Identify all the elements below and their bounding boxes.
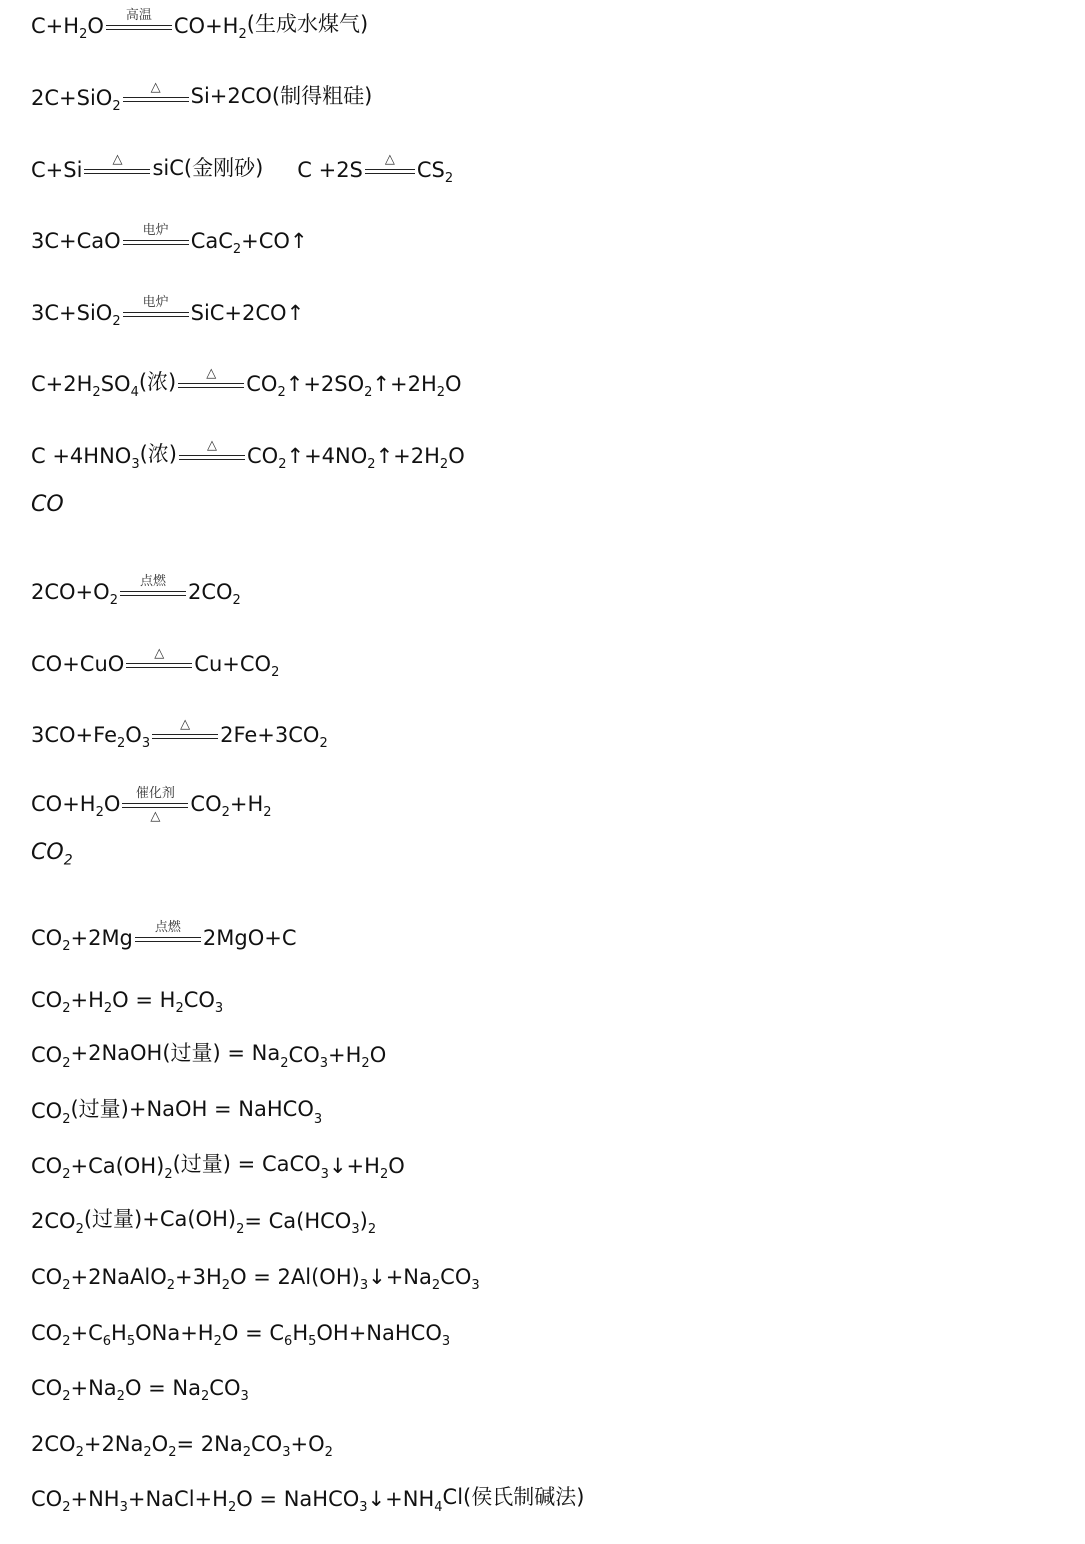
- equation-row: [31, 1420, 333, 1460]
- formula-text: 3C+SiO: [31, 301, 113, 325]
- reaction-condition: [126, 647, 192, 670]
- formula-text: C+H: [31, 14, 80, 38]
- subscript: 2: [175, 1001, 184, 1016]
- subscript: 2: [75, 1222, 84, 1237]
- subscript: 3: [282, 1445, 291, 1460]
- reaction-condition: [123, 224, 189, 247]
- subscript: 2: [324, 1445, 333, 1460]
- equation-row: [31, 1142, 405, 1182]
- subscript: 2: [62, 1001, 71, 1016]
- equation-row: [31, 568, 241, 608]
- equation-row: [31, 217, 308, 257]
- formula-text: 3C+CaO: [31, 229, 121, 253]
- formula-text: 2CO: [31, 1209, 76, 1233]
- formula-text: = 2Na: [176, 1432, 243, 1456]
- formula-text: +NaCl+H: [127, 1487, 228, 1511]
- subscript: 2: [221, 1278, 231, 1293]
- formula-text: = Ca(HCO: [244, 1209, 352, 1233]
- formula-text: C+2H: [31, 372, 93, 396]
- subscript: 2: [319, 736, 328, 751]
- subscript: 2: [277, 385, 286, 400]
- reaction-condition: [84, 153, 150, 176]
- subscript: 2: [103, 1001, 113, 1016]
- subscript: 2: [92, 385, 101, 400]
- subscript: 6: [284, 1334, 293, 1349]
- formula-text: +H: [229, 792, 264, 816]
- subscript: 2: [112, 314, 121, 329]
- reaction-condition: [179, 439, 245, 462]
- subscript: 2: [201, 1389, 210, 1404]
- formula-text: 2CO: [31, 1432, 76, 1456]
- subscript: 2: [236, 1222, 245, 1237]
- equation-row: [31, 1197, 377, 1237]
- subscript: 3: [351, 1222, 360, 1237]
- subscript: 2: [227, 1500, 237, 1515]
- reaction-condition: [123, 296, 189, 319]
- reaction-condition: [178, 367, 244, 390]
- equation-row: [31, 1309, 451, 1349]
- subscript: 4: [434, 1500, 443, 1515]
- double-line-sign: [84, 169, 150, 174]
- formula-text: O = 2Al(OH): [230, 1265, 360, 1289]
- condition-above: △: [206, 366, 217, 381]
- subscript: 3: [141, 736, 151, 751]
- equation-row: [31, 711, 328, 751]
- equation-row: [31, 1475, 585, 1515]
- formula-text: ↓+H: [328, 1154, 380, 1178]
- formula-text: (浓): [138, 370, 177, 394]
- equation-row: [31, 976, 224, 1016]
- double-line-sign: [179, 455, 245, 460]
- subscript: 3: [214, 1001, 224, 1016]
- formula-text: CO: [31, 1154, 63, 1178]
- formula-text: +CO↑: [241, 229, 308, 253]
- formula-text: C +4HNO: [31, 444, 132, 468]
- formula-text: 2Fe+3CO: [220, 723, 320, 747]
- condition-above: 高温: [125, 8, 152, 23]
- formula-text: 2CO+O: [31, 580, 110, 604]
- equation-row: [31, 2, 369, 42]
- equation-row: [31, 914, 297, 954]
- formula-text: 2C+SiO: [31, 86, 113, 110]
- subscript: 5: [308, 1334, 317, 1349]
- subscript: 3: [471, 1278, 480, 1293]
- condition-above: △: [154, 646, 165, 661]
- formula-text: C +2S: [297, 158, 363, 182]
- formula-text: O: [103, 792, 121, 816]
- condition-above: △: [180, 717, 191, 732]
- subscript: 4: [130, 385, 139, 400]
- subscript: 2: [62, 1056, 71, 1071]
- formula-text: (浓): [139, 442, 177, 466]
- formula-text: 2MgO+C: [202, 926, 297, 950]
- subscript: 5: [126, 1334, 136, 1349]
- subscript: 2: [439, 457, 449, 472]
- reaction-condition: [106, 9, 172, 32]
- formula-text: CO: [246, 372, 278, 396]
- reaction-condition: [122, 787, 188, 824]
- formula-text: O: [445, 372, 462, 396]
- subscript: 2: [62, 1167, 71, 1182]
- subscript: 2: [242, 1445, 251, 1460]
- formula-text: ONa+H: [135, 1321, 214, 1345]
- subscript: 2: [143, 1445, 152, 1460]
- formula-text: +H: [70, 988, 104, 1012]
- formula-text: CO: [288, 1043, 320, 1067]
- formula-text: ↑+4NO: [286, 444, 368, 468]
- equation-row: [31, 1253, 480, 1293]
- condition-above: 电炉: [142, 223, 169, 238]
- formula-text: O: [448, 444, 465, 468]
- subscript: 2: [213, 1334, 222, 1349]
- heading-co2-sub: 2: [63, 852, 73, 869]
- formula-text: Si+2CO(制得粗硅): [190, 84, 373, 108]
- formula-text: O: [388, 1154, 405, 1178]
- formula-text: +2Na: [83, 1432, 144, 1456]
- condition-above: 电炉: [142, 295, 169, 310]
- subscript: 2: [112, 99, 121, 114]
- double-line-sign: [365, 169, 415, 174]
- formula-text: CO: [440, 1265, 472, 1289]
- equation-row: [31, 360, 462, 400]
- formula-text: CO: [183, 988, 215, 1012]
- formula-text: +C: [70, 1321, 103, 1345]
- subscript: 2: [95, 805, 104, 820]
- formula-text: ↑+2H: [372, 372, 437, 396]
- subscript: 2: [238, 27, 247, 42]
- subscript: 2: [109, 593, 118, 608]
- formula-text: CO: [31, 1376, 63, 1400]
- equation-row: [31, 1087, 323, 1127]
- double-line-sign: [135, 937, 201, 942]
- subscript: 2: [232, 242, 242, 257]
- subscript: 2: [379, 1167, 389, 1182]
- reaction-condition: [120, 575, 186, 598]
- formula-text: 3CO+Fe: [31, 723, 117, 747]
- double-line-sign: [122, 803, 188, 808]
- equation-row: [31, 1031, 387, 1071]
- subscript: 6: [102, 1334, 112, 1349]
- equation-row: [31, 146, 454, 186]
- formula-text: CO: [31, 1487, 63, 1511]
- heading-co2: [31, 840, 73, 868]
- formula-text: CO+CuO: [31, 652, 125, 676]
- formula-text: +2NaAlO: [70, 1265, 167, 1289]
- subscript: 2: [75, 1445, 84, 1460]
- subscript: 3: [359, 1278, 369, 1293]
- double-line-sign: [123, 240, 189, 245]
- subscript: 2: [62, 1389, 71, 1404]
- subscript: 3: [320, 1167, 329, 1182]
- subscript: 2: [364, 385, 373, 400]
- formula-text: (过量)+NaOH = NaHCO: [70, 1097, 314, 1121]
- subscript: 2: [436, 385, 446, 400]
- condition-above: △: [150, 80, 161, 95]
- condition-above: 点燃: [139, 574, 166, 589]
- subscript: 3: [313, 1112, 323, 1127]
- subscript: 2: [62, 939, 71, 954]
- formula-text: (生成水煤气): [246, 12, 369, 36]
- subscript: 2: [232, 593, 241, 608]
- subscript: 2: [431, 1278, 441, 1293]
- condition-above: △: [112, 152, 123, 167]
- equation-row: [31, 74, 373, 114]
- subscript: 2: [117, 736, 126, 751]
- subscript: 3: [240, 1389, 249, 1404]
- subscript: 2: [168, 1445, 177, 1460]
- subscript: 3: [119, 1500, 128, 1515]
- double-line-sign: [178, 383, 244, 388]
- condition-below: △: [150, 809, 161, 824]
- double-line-sign: [152, 734, 218, 739]
- formula-text: SO: [100, 372, 131, 396]
- equation-row: [31, 289, 305, 329]
- formula-text: CO+H: [173, 14, 239, 38]
- equation-row: [31, 640, 280, 680]
- subscript: 2: [444, 171, 454, 186]
- reaction-condition: [365, 153, 415, 176]
- condition-above: 点燃: [154, 920, 181, 935]
- equation-row: [31, 1364, 249, 1404]
- double-line-sign: [126, 663, 192, 668]
- formula-text: CO+H: [31, 792, 96, 816]
- formula-text: SiC+2CO↑: [190, 301, 305, 325]
- formula-text: ): [359, 1209, 368, 1233]
- equation-row: [31, 780, 272, 824]
- formula-text: (过量) = CaCO: [172, 1152, 321, 1176]
- formula-text: ↑+2SO: [285, 372, 365, 396]
- formula-text: O: [125, 723, 142, 747]
- double-line-sign: [123, 312, 189, 317]
- formula-text: +H: [328, 1043, 362, 1067]
- subscript: 2: [62, 1278, 71, 1293]
- subscript: 2: [367, 1222, 377, 1237]
- formula-text: CO: [31, 1043, 63, 1067]
- subscript: 2: [164, 1167, 173, 1182]
- heading-co: CO: [31, 492, 64, 517]
- formula-text: H: [292, 1321, 309, 1345]
- subscript: 2: [166, 1278, 176, 1293]
- formula-text: ↑+2H: [375, 444, 440, 468]
- formula-text: O: [151, 1432, 169, 1456]
- formula-text: CO: [31, 1321, 63, 1345]
- subscript: 2: [62, 1112, 71, 1127]
- formula-text: +Na: [70, 1376, 117, 1400]
- formula-text: ↓+NH: [367, 1487, 435, 1511]
- subscript: 2: [271, 665, 280, 680]
- formula-text: CO: [31, 1265, 63, 1289]
- formula-text: +2NaOH(过量) = Na: [70, 1041, 281, 1065]
- formula-text: +Ca(OH): [70, 1154, 165, 1178]
- formula-text: +O: [290, 1432, 325, 1456]
- subscript: 3: [359, 1500, 368, 1515]
- subscript: 3: [319, 1056, 329, 1071]
- formula-text: CO: [31, 1099, 63, 1123]
- subscript: 3: [441, 1334, 451, 1349]
- subscript: 3: [131, 457, 140, 472]
- formula-text: O: [87, 14, 104, 38]
- formula-text: O = H: [112, 988, 176, 1012]
- formula-text: CO: [31, 988, 63, 1012]
- reaction-condition: [135, 921, 201, 944]
- formula-text: H: [111, 1321, 127, 1345]
- formula-text: CO: [247, 444, 279, 468]
- formula-text: (过量)+Ca(OH): [83, 1207, 237, 1231]
- subscript: 2: [79, 27, 88, 42]
- reaction-condition: [123, 81, 189, 104]
- formula-text: CO: [250, 1432, 283, 1456]
- formula-text: +3H: [175, 1265, 222, 1289]
- subscript: 2: [278, 457, 287, 472]
- formula-text: +NH: [70, 1487, 120, 1511]
- reaction-condition: [152, 718, 218, 741]
- heading-co2-main: CO: [31, 840, 64, 865]
- subscript: 2: [62, 1500, 71, 1515]
- formula-text: O: [369, 1043, 387, 1067]
- subscript: 2: [280, 1056, 289, 1071]
- formula-text: OH+NaHCO: [316, 1321, 442, 1345]
- condition-above: 催化剂: [135, 786, 175, 801]
- equation-row: [31, 432, 465, 472]
- subscript: 2: [263, 805, 272, 820]
- formula-text: O = NaHCO: [236, 1487, 360, 1511]
- formula-text: O = Na: [124, 1376, 202, 1400]
- condition-above: △: [384, 152, 395, 167]
- double-line-sign: [106, 25, 172, 30]
- subscript: 2: [62, 1334, 71, 1349]
- formula-text: Cl(侯氏制碱法): [442, 1485, 585, 1509]
- subscript: 2: [361, 1056, 370, 1071]
- formula-text: CO: [209, 1376, 241, 1400]
- formula-text: siC(金刚砂): [152, 156, 264, 180]
- formula-text: O = C: [221, 1321, 285, 1345]
- formula-text: CaC: [190, 229, 233, 253]
- double-line-sign: [123, 97, 189, 102]
- formula-text: ↓+Na: [368, 1265, 432, 1289]
- subscript: 2: [116, 1389, 125, 1404]
- formula-text: CS: [416, 158, 445, 182]
- subscript: 2: [367, 457, 376, 472]
- formula-text: 2CO: [187, 580, 233, 604]
- formula-text: CO: [31, 926, 63, 950]
- formula-text: CO: [190, 792, 222, 816]
- formula-text: C+Si: [31, 158, 83, 182]
- double-line-sign: [120, 591, 186, 596]
- subscript: 2: [221, 805, 230, 820]
- formula-text: +2Mg: [70, 926, 133, 950]
- condition-above: △: [207, 438, 217, 453]
- formula-text: Cu+CO: [194, 652, 272, 676]
